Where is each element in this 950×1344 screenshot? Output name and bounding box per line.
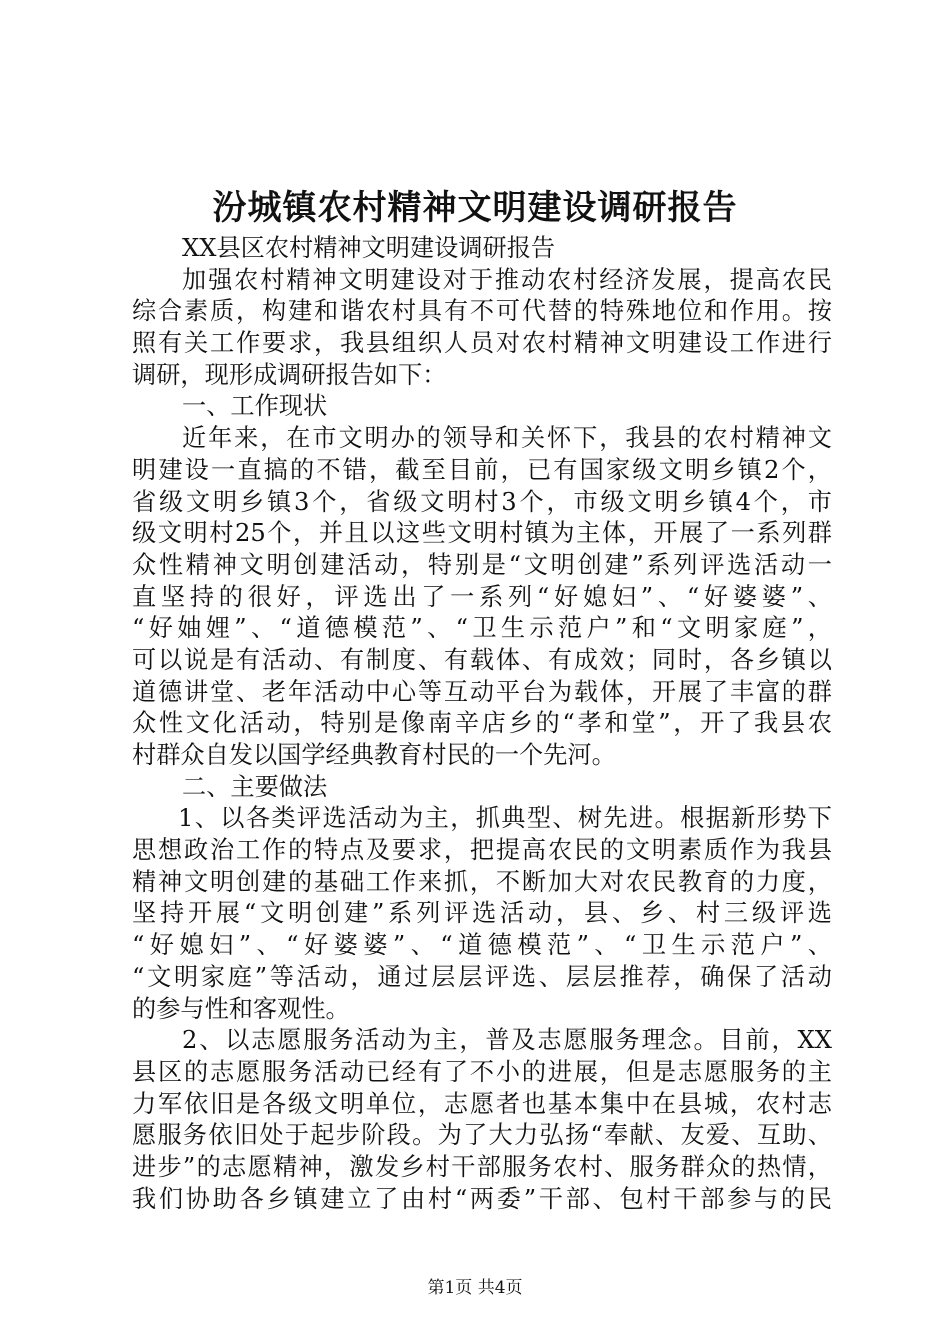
- document-body: [132, 233, 832, 1215]
- paragraph-line: 可以说是有活动、有制度、有载体、有成效；同时，各乡镇以: [132, 645, 832, 674]
- paragraph-line: 调研，现形成调研报告如下：: [132, 360, 447, 389]
- paragraph-line: 村群众自发以国学经典教育村民的一个先河。: [132, 741, 616, 769]
- section-heading: 一、工作现状: [182, 392, 328, 421]
- paragraph-line: 1、以各类评选活动为主，抓典型、树先进。根据新形势下: [178, 804, 832, 833]
- page-footer: 第1页 共4页: [427, 1278, 523, 1298]
- paragraph-line: “文明家庭”等活动，通过层层评选、层层推荐，确保了活动: [132, 962, 832, 991]
- paragraph-line: 加强农村精神文明建设对于推动农村经济发展，提高农民: [182, 265, 832, 294]
- document-title: 汾城镇农村精神文明建设调研报告: [212, 188, 738, 228]
- subtitle-line: XX县区农村精神文明建设调研报告: [182, 234, 556, 262]
- paragraph-line: “好媳妇”、“好婆婆”、“道德模范”、“卫生示范户”、: [132, 931, 832, 960]
- paragraph-line: 综合素质，构建和谐农村具有不可代替的特殊地位和作用。按: [132, 297, 832, 326]
- paragraph-line: 众性文化活动，特别是像南辛店乡的“孝和堂”，开了我县农: [132, 709, 832, 738]
- paragraph-line: 众性精神文明创建活动，特别是“文明创建”系列评选活动一: [132, 550, 832, 579]
- paragraph-line: 进步”的志愿精神，激发乡村干部服务农村、服务群众的热情，: [132, 1152, 832, 1181]
- paragraph-line: 近年来，在市文明办的领导和关怀下，我县的农村精神文: [182, 424, 832, 453]
- paragraph-line: 愿服务依旧处于起步阶段。为了大力弘扬“奉献、友爱、互助、: [132, 1121, 832, 1150]
- paragraph-line: 思想政治工作的特点及要求，把提高农民的文明素质作为我县: [132, 836, 832, 865]
- paragraph-line: 县区的志愿服务活动已经有了不小的进展，但是志愿服务的主: [132, 1057, 832, 1086]
- paragraph-line: 坚持开展“文明创建”系列评选活动，县、乡、村三级评选: [132, 899, 832, 928]
- paragraph-line: 的参与性和客观性。: [132, 994, 350, 1023]
- paragraph-line: 力军依旧是各级文明单位，志愿者也基本集中在县城，农村志: [132, 1089, 832, 1118]
- section-heading: 二、主要做法: [182, 772, 328, 801]
- paragraph-line: 级文明村25个，并且以这些文明村镇为主体，开展了一系列群: [132, 519, 832, 548]
- paragraph-line: 省级文明乡镇3个，省级文明村3个，市级文明乡镇4个，市: [132, 487, 832, 516]
- paragraph-line: 明建设一直搞的不错，截至目前，已有国家级文明乡镇2个，: [132, 455, 832, 484]
- paragraph-line: 直坚持的很好，评选出了一系列“好媳妇”、“好婆婆”、: [132, 582, 832, 611]
- paragraph-line: 照有关工作要求，我县组织人员对农村精神文明建设工作进行: [132, 329, 832, 358]
- paragraph-line: 精神文明创建的基础工作来抓，不断加大对农民教育的力度，: [132, 867, 832, 896]
- paragraph-line: “好妯娌”、“道德模范”、“卫生示范户”和“文明家庭”，: [132, 614, 832, 643]
- paragraph-line: 道德讲堂、老年活动中心等互动平台为载体，开展了丰富的群: [132, 677, 832, 706]
- paragraph-line: 我们协助各乡镇建立了由村“两委”干部、包村干部参与的民: [132, 1184, 832, 1213]
- paragraph-line: 2、以志愿服务活动为主，普及志愿服务理念。目前，XX: [182, 1026, 832, 1055]
